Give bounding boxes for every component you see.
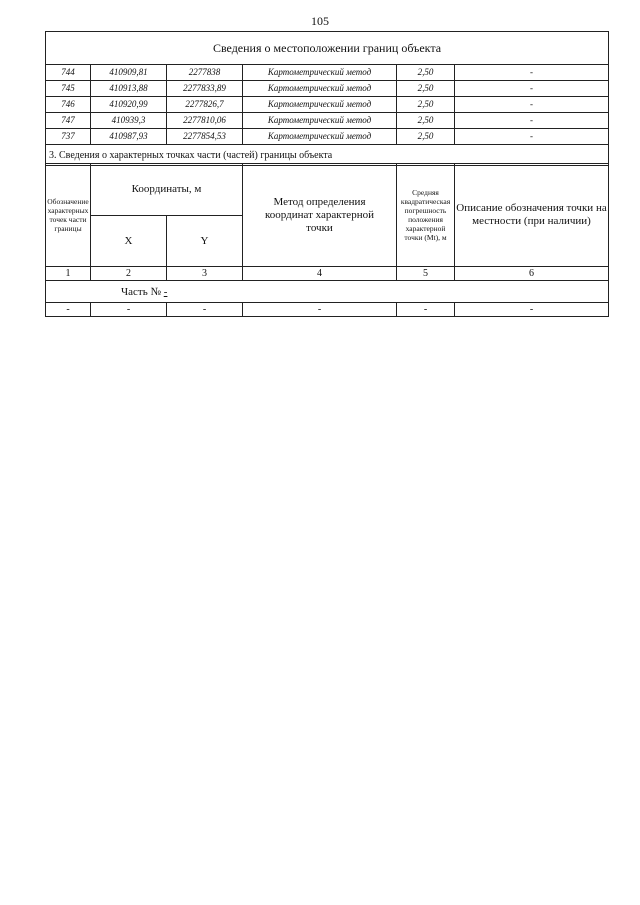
- boundary-table: [45, 31, 609, 166]
- method-value: Картометрический метод: [243, 113, 397, 129]
- y-value: 2277826,7: [167, 97, 243, 113]
- x-value: 410920,99: [91, 97, 167, 113]
- header-description: Описание обозначения точки на местности (при наличии): [455, 164, 609, 267]
- x-value: 410909,81: [91, 65, 167, 81]
- y-value: 2277833,89: [167, 81, 243, 97]
- x-value: 410913,88: [91, 81, 167, 97]
- empty-cell: -: [46, 303, 91, 317]
- point-number: 737: [46, 129, 91, 145]
- table-row: [46, 113, 609, 129]
- y-value: 2277810,06: [167, 113, 243, 129]
- point-number: 747: [46, 113, 91, 129]
- method-value: Картометрический метод: [243, 81, 397, 97]
- part-row: [46, 281, 609, 303]
- empty-cell: -: [455, 303, 609, 317]
- section3-title: 3. Сведения о характерных точках части (частей) границы объекта: [46, 145, 609, 166]
- point-number: 745: [46, 81, 91, 97]
- empty-cell: -: [91, 303, 167, 317]
- column-number: 1: [46, 267, 91, 281]
- header-x: X: [91, 216, 167, 267]
- error-value: 2,50: [397, 113, 455, 129]
- error-value: 2,50: [397, 81, 455, 97]
- point-number: 746: [46, 97, 91, 113]
- point-number: 744: [46, 65, 91, 81]
- empty-cell: -: [243, 303, 397, 317]
- method-value: Картометрический метод: [243, 65, 397, 81]
- column-number: 3: [167, 267, 243, 281]
- table-row: [46, 129, 609, 145]
- column-number: 2: [91, 267, 167, 281]
- header-method: Метод определения координат характерной точки: [243, 164, 397, 267]
- part-label: Часть №: [121, 285, 161, 298]
- header-error: Средняя квадратическая погрешность положения характерной точки (Mt), м: [397, 164, 455, 267]
- column-number-row: [46, 267, 609, 281]
- table-row: [46, 65, 609, 81]
- part-number: -: [163, 285, 168, 298]
- error-value: 2,50: [397, 97, 455, 113]
- description-value: -: [455, 129, 609, 145]
- table-row: [46, 81, 609, 97]
- description-value: -: [455, 65, 609, 81]
- header-coordinates: Координаты, м: [91, 164, 243, 216]
- description-value: -: [455, 81, 609, 97]
- column-number: 6: [455, 267, 609, 281]
- column-number: 5: [397, 267, 455, 281]
- x-value: 410987,93: [91, 129, 167, 145]
- part-points-table: [45, 163, 609, 317]
- error-value: 2,50: [397, 129, 455, 145]
- x-value: 410939,3: [91, 113, 167, 129]
- header-point-designation: Обозначение характерных точек части границы: [46, 164, 91, 267]
- description-value: -: [455, 113, 609, 129]
- column-number: 4: [243, 267, 397, 281]
- empty-cell: -: [397, 303, 455, 317]
- page-number: 105: [311, 14, 329, 28]
- table-row: [46, 303, 609, 317]
- description-value: -: [455, 97, 609, 113]
- part-label-cell: [46, 281, 609, 303]
- empty-cell: -: [167, 303, 243, 317]
- header-y: Y: [167, 216, 243, 267]
- method-value: Картометрический метод: [243, 129, 397, 145]
- section-title: Сведения о местоположении границ объекта: [46, 32, 609, 65]
- table-row: [46, 97, 609, 113]
- error-value: 2,50: [397, 65, 455, 81]
- y-value: 2277854,53: [167, 129, 243, 145]
- y-value: 2277838: [167, 65, 243, 81]
- method-value: Картометрический метод: [243, 97, 397, 113]
